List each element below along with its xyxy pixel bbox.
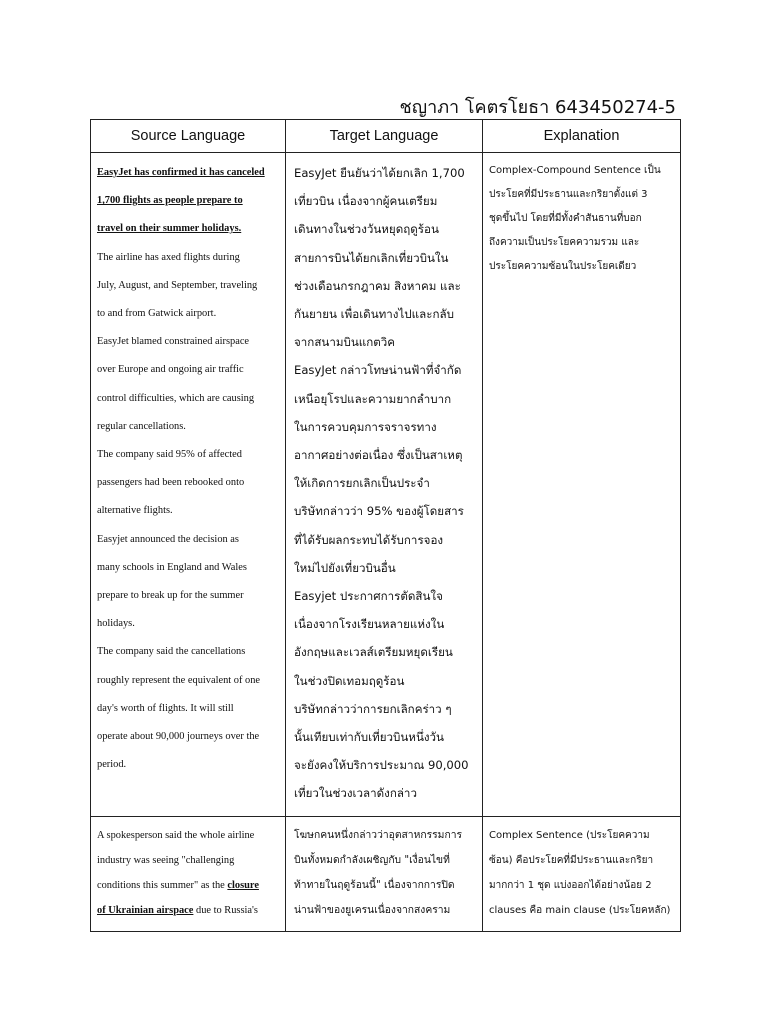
- source-line: 1,700 flights as people prepare to: [97, 195, 243, 207]
- column-header-source: Source Language: [91, 120, 286, 153]
- column-header-target: Target Language: [286, 120, 483, 153]
- target-line: EasyJet กล่าวโทษน่านฟ้าที่จำกัด: [294, 363, 462, 378]
- source-line: A spokesperson said the whole airline: [97, 829, 255, 841]
- explanation-line: ประโยคที่มีประธานและกริยาตั้งแต่ 3: [489, 189, 648, 200]
- target-line: ที่ได้รับผลกระทบได้รับการจอง: [294, 532, 444, 547]
- target-line: เที่ยวบิน เนื่องจากผู้คนเตรียม: [294, 194, 438, 209]
- target-line: อากาศอย่างต่อเนื่อง ซึ่งเป็นสาเหตุ: [294, 448, 463, 463]
- source-line: many schools in England and Wales: [97, 561, 247, 573]
- table-row: [91, 153, 681, 817]
- target-line: EasyJet ยืนยันว่าได้ยกเลิก 1,700: [294, 166, 465, 180]
- target-text: เนื่องจากการปิด: [383, 878, 455, 891]
- source-cell: [91, 816, 286, 931]
- explanation-line: Complex Sentence (ประโยคความ: [489, 829, 650, 841]
- target-cell: [286, 816, 483, 931]
- source-line: Easyjet announced the decision as: [97, 533, 239, 545]
- source-line: to and from Gatwick airport.: [97, 308, 217, 320]
- target-text: ท้าทายในฤดูร้อนนี้": [294, 878, 381, 891]
- table-row: [91, 816, 681, 931]
- source-line: day's worth of flights. It will still: [97, 702, 234, 714]
- source-emphasis: closure: [227, 879, 259, 891]
- source-line: holidays.: [97, 618, 135, 630]
- source-line: The company said the cancellations: [97, 646, 246, 658]
- target-line: กันยายน เพื่อเดินทางไปและกลับ: [294, 307, 454, 322]
- explanation-line: ชุดขึ้นไป โดยที่มีทั้งคำสันธานที่บอก: [489, 213, 642, 224]
- target-line: บริษัทกล่าวว่าการยกเลิกคร่าว ๆ: [294, 701, 452, 716]
- target-line: [294, 848, 479, 873]
- target-line: บริษัทกล่าวว่า 95% ของผู้โดยสาร: [294, 504, 464, 519]
- source-text: conditions this summer" as the: [97, 879, 225, 891]
- explanation-line: ประโยคความซ้อนในประโยคเดียว: [489, 261, 637, 272]
- target-text: บินทั้งหมดกำลังเผชิญกับ: [294, 853, 402, 866]
- target-cell: [286, 153, 483, 817]
- target-line: ช่วงเดือนกรกฎาคม สิงหาคม และ: [294, 278, 461, 293]
- explanation-cell: [483, 816, 681, 931]
- target-line: ใหม่ไปยังเที่ยวบินอื่น: [294, 560, 396, 575]
- source-line: over Europe and ongoing air traffic: [97, 364, 244, 376]
- table-header-row: [91, 120, 681, 153]
- target-line: น่านฟ้าของยูเครนเนื่องจากสงคราม: [294, 903, 451, 916]
- translation-table: [90, 119, 681, 932]
- target-line: จะยังคงให้บริการประมาณ 90,000: [294, 758, 469, 773]
- source-line: regular cancellations.: [97, 420, 186, 432]
- explanation-line: clauses คือ main clause (ประโยคหลัก): [489, 904, 671, 916]
- author-heading: ชญาภา โคตรโยธา 643450274-5: [399, 97, 676, 118]
- source-emphasis: of Ukrainian airspace: [97, 904, 194, 916]
- target-line: จากสนามบินแกตวิค: [294, 335, 396, 350]
- target-line: ในการควบคุมการจราจรทาง: [294, 419, 437, 434]
- target-line: ในช่วงปิดเทอมฤดูร้อน: [294, 673, 405, 688]
- explanation-line: ซ้อน) คือประโยคที่มีประธานและกริยา: [489, 854, 654, 866]
- explanation-line: ถึงความเป็นประโยคความรวม และ: [489, 237, 640, 248]
- target-text: "เงื่อนไขที่: [404, 853, 450, 866]
- source-line: alternative flights.: [97, 505, 173, 517]
- target-line: เนื่องจากโรงเรียนหลายแห่งใน: [294, 617, 445, 632]
- target-line: ให้เกิดการยกเลิกเป็นประจำ: [294, 476, 430, 491]
- explanation-cell: [483, 153, 681, 817]
- source-line: industry was seeing "challenging: [97, 854, 235, 866]
- source-line: July, August, and September, traveling: [97, 279, 258, 291]
- source-text: due to Russia's: [196, 904, 258, 916]
- target-line: โฆษกคนหนึ่งกล่าวว่าอุตสาหกรรมการ: [294, 828, 463, 841]
- source-line: [97, 898, 281, 923]
- target-line: เหนือยุโรปและความยากลำบาก: [294, 391, 452, 406]
- source-line: control difficulties, which are causing: [97, 392, 255, 404]
- target-line: เที่ยวในช่วงเวลาดังกล่าว: [294, 786, 417, 801]
- source-line: roughly represent the equivalent of one: [97, 674, 261, 686]
- source-line: [97, 873, 281, 898]
- explanation-line: มากกว่า 1 ชุด แบ่งออกได้อย่างน้อย 2: [489, 879, 652, 891]
- target-line: เดินทางในช่วงวันหยุดฤดูร้อน: [294, 222, 439, 237]
- explanation-line: Complex-Compound Sentence เป็น: [489, 165, 661, 176]
- source-line: The airline has axed flights during: [97, 251, 240, 263]
- source-cell: [91, 153, 286, 817]
- column-header-explanation: Explanation: [483, 120, 681, 153]
- target-line: นั้นเทียบเท่ากับเที่ยวบินหนึ่งวัน: [294, 730, 444, 745]
- source-line: EasyJet has confirmed it has canceled: [97, 167, 265, 178]
- source-line: EasyJet blamed constrained airspace: [97, 336, 250, 348]
- target-line: [294, 873, 479, 898]
- source-line: passengers had been rebooked onto: [97, 477, 245, 489]
- target-line: สายการบินได้ยกเลิกเที่ยวบินใน: [294, 250, 449, 265]
- source-line: prepare to break up for the summer: [97, 590, 244, 602]
- target-line: Easyjet ประกาศการตัดสินใจ: [294, 589, 443, 604]
- source-line: travel on their summer holidays.: [97, 223, 242, 235]
- source-line: The company said 95% of affected: [97, 449, 242, 461]
- source-line: period.: [97, 759, 127, 771]
- target-line: อังกฤษและเวลส์เตรียมหยุดเรียน: [294, 645, 453, 660]
- source-line: operate about 90,000 journeys over the: [97, 731, 260, 743]
